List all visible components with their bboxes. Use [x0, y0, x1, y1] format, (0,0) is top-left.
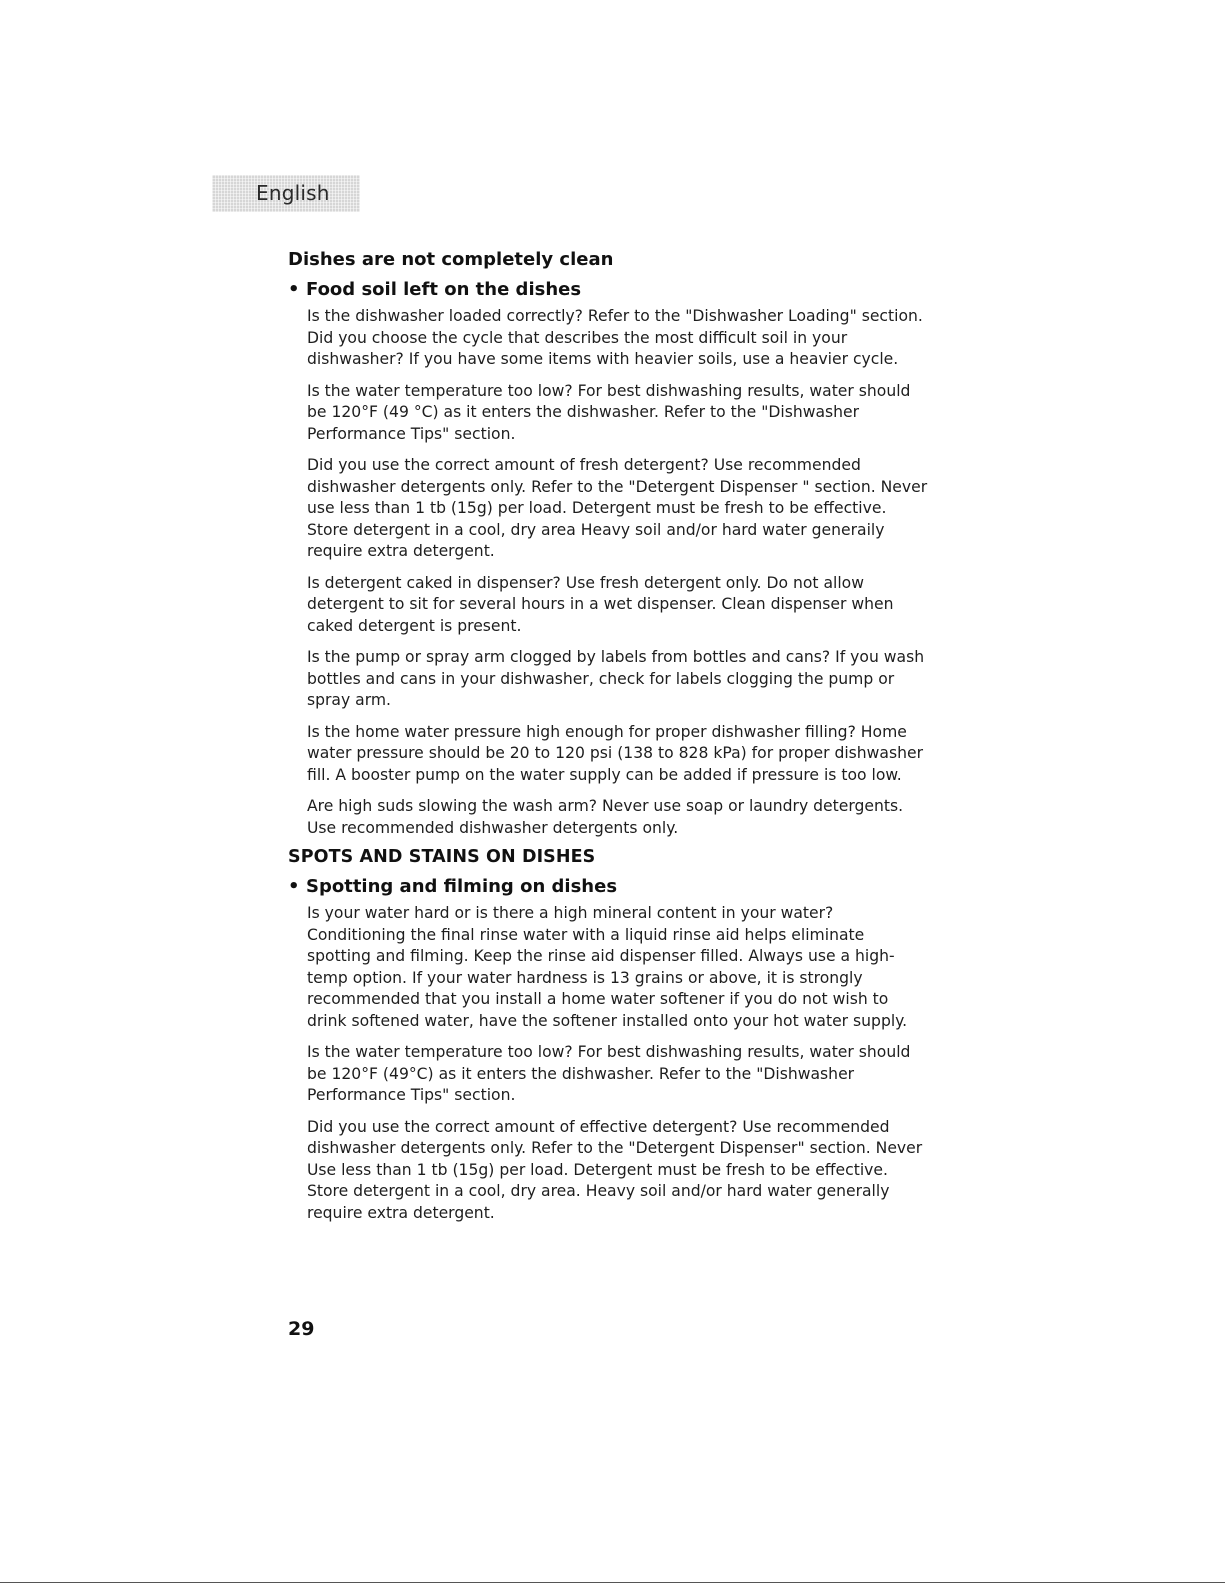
paragraph: Is detergent caked in dispenser? Use fresh detergent only. Do not allow detergent to sit for several hours in a wet dispenser. Clean dispenser when caked detergent is present.: [307, 573, 894, 635]
bullet-spotting-filming: [288, 875, 928, 899]
bottom-divider: [0, 1582, 1225, 1583]
bullet-food-soil-label: Food soil left on the dishes: [306, 279, 582, 300]
paragraph: Is the dishwasher loaded correctly? Refer to the "Dishwasher Loading" section. Did you choose the cycle that describes the most difficult soil in your dishwasher? If you have some items with heavier soils, use a heavier cycle.: [307, 307, 923, 368]
bullet-dot: •: [288, 876, 300, 897]
language-label: English: [256, 181, 330, 205]
language-tab: [212, 175, 360, 212]
paragraph: Is the home water pressure high enough for proper dishwasher filling? Home water pressure should be 20 to 120 psi (138 to 828 kPa) for proper dishwasher fill. A booster pump on the water supply can be added if pressure is too low.: [307, 722, 923, 784]
paragraph: Did you use the correct amount of fresh detergent? Use recommended dishwasher detergents only. Refer to the "Detergent Dispenser " section. Never use less than 1 tb (15g) per load. Detergent must be fresh to be effective. Store detergent in a cool, dry area Heavy soil and/or hard water generaily require extra detergent.: [307, 456, 928, 560]
paragraph: Are high suds slowing the wash arm? Never use soap or laundry detergents. Use recommended dishwasher detergents only.: [307, 797, 904, 837]
paragraph: Is the water temperature too low? For best dishwashing results, water should be 120°F (49 °C) as it enters the dishwasher. Refer to the "Dishwasher Performance Tips" section.: [307, 381, 911, 443]
paragraph: Did you use the correct amount of effective detergent? Use recommended dishwasher detergents only. Refer to the "Detergent Dispenser" section. Never Use less than 1 tb (15g) per load. Detergent must be fresh to be effective. Store detergent in a cool, dry area. Heavy soil and/or hard water generally require extra detergent.: [307, 1117, 923, 1222]
bullet-spotting-filming-label: Spotting and filming on dishes: [306, 876, 618, 897]
bullet-food-soil: [288, 278, 928, 302]
bullet-dot: •: [288, 279, 300, 300]
paragraph: Is the pump or spray arm clogged by labels from bottles and cans? If you wash bottles and cans in your dishwasher, check for labels clogging the pump or spray arm.: [307, 648, 925, 709]
section-heading-spots-stains: SPOTS AND STAINS ON DISHES: [288, 847, 596, 867]
page-content: [288, 248, 928, 1234]
paragraph: Is your water hard or is there a high mineral content in your water? Conditioning the final rinse water with a liquid rinse aid helps eliminate spotting and filming. Keep the rinse aid dispenser filled. Always use a high-temp option. If your water hardness is 13 grains or above, it is strongly recommended that you install a home water softener if you do not wish to drink softened water, have the softener installed onto your hot water supply.: [307, 904, 908, 1030]
section-heading-not-clean: Dishes are not completely clean: [288, 249, 614, 270]
paragraph: Is the water temperature too low? For best dishwashing results, water should be 120°F (49°C) as it enters the dishwasher. Refer to the "Dishwasher Performance Tips" section.: [307, 1043, 911, 1104]
page-number: 29: [288, 1318, 315, 1340]
